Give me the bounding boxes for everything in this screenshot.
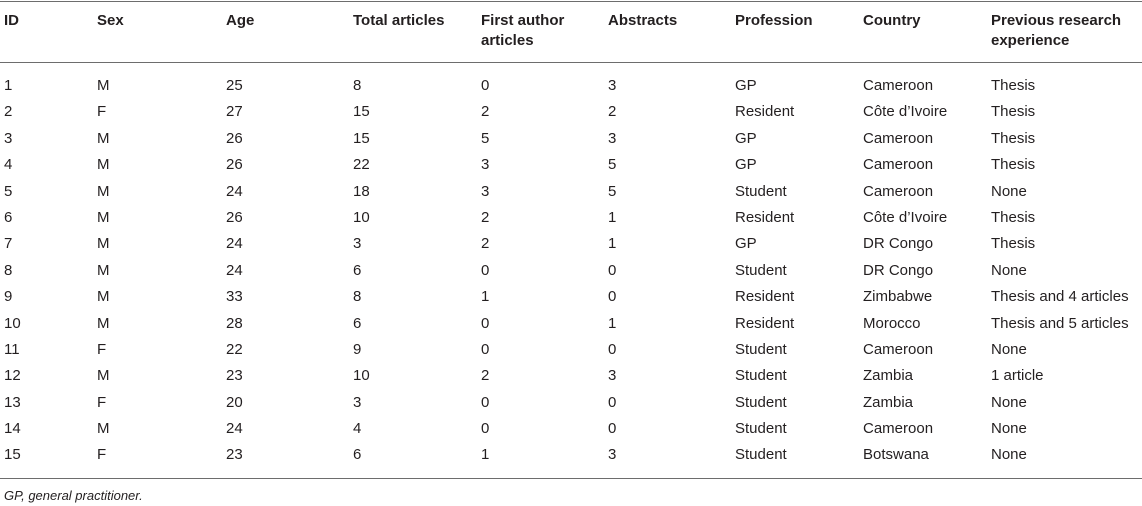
- table-header-rule: [0, 62, 1142, 63]
- table-row: [0, 390, 1142, 416]
- table-row: [0, 231, 1142, 257]
- cell-abstracts: 0: [608, 261, 617, 279]
- cell-age: 28: [226, 314, 243, 332]
- cell-country: DR Congo: [863, 235, 934, 253]
- cell-country: Côte d’Ivoire: [863, 103, 948, 121]
- cell-profession: GP: [735, 129, 757, 147]
- cell-age: 26: [226, 156, 243, 174]
- cell-profession: GP: [735, 77, 757, 94]
- cell-id: 10: [4, 314, 21, 332]
- table-row: [0, 284, 1142, 310]
- cell-country: DR Congo: [863, 261, 934, 279]
- cell-age: 24: [226, 235, 243, 253]
- table-footnote: GP, general practitioner.: [4, 488, 143, 503]
- table-row: [0, 99, 1142, 125]
- cell-age: 27: [226, 103, 243, 121]
- cell-profession: Resident: [735, 288, 795, 306]
- cell-previous-research-experience: None: [991, 420, 1027, 438]
- cell-previous-research-experience: None: [991, 393, 1027, 411]
- cell-total-articles: 6: [353, 446, 362, 464]
- cell-country: Cameroon: [863, 156, 934, 174]
- header-id: ID: [4, 12, 19, 29]
- cell-first-author-articles: 2: [481, 208, 490, 226]
- cell-first-author-articles: 1: [481, 288, 490, 306]
- cell-profession: Student: [735, 261, 787, 279]
- table-row: [0, 416, 1142, 442]
- cell-sex: M: [97, 182, 110, 200]
- cell-first-author-articles: 3: [481, 156, 490, 174]
- cell-total-articles: 15: [353, 103, 370, 121]
- header-first-author-articles: First author articles: [481, 12, 565, 49]
- cell-profession: Student: [735, 393, 787, 411]
- cell-country: Cameroon: [863, 420, 934, 438]
- table-row: [0, 73, 1142, 99]
- cell-country: Botswana: [863, 446, 929, 464]
- cell-previous-research-experience: 1 article: [991, 367, 1044, 385]
- cell-abstracts: 0: [608, 420, 617, 438]
- cell-sex: M: [97, 156, 110, 174]
- cell-sex: F: [97, 103, 107, 121]
- header-age: Age: [226, 12, 255, 29]
- cell-profession: Resident: [735, 103, 795, 121]
- cell-profession: GP: [735, 235, 757, 253]
- cell-id: 3: [4, 129, 13, 147]
- cell-previous-research-experience: None: [991, 261, 1027, 279]
- cell-total-articles: 8: [353, 77, 362, 94]
- cell-country: Cameroon: [863, 182, 934, 200]
- cell-previous-research-experience: Thesis: [991, 235, 1036, 253]
- cell-sex: M: [97, 367, 110, 385]
- cell-id: 12: [4, 367, 21, 385]
- table-row: [0, 363, 1142, 389]
- cell-sex: M: [97, 235, 110, 253]
- cell-abstracts: 5: [608, 156, 617, 174]
- cell-first-author-articles: 0: [481, 314, 490, 332]
- cell-total-articles: 3: [353, 235, 362, 253]
- cell-previous-research-experience: Thesis: [991, 156, 1036, 174]
- cell-abstracts: 1: [608, 235, 617, 253]
- cell-abstracts: 0: [608, 393, 617, 411]
- cell-previous-research-experience: Thesis: [991, 77, 1036, 94]
- cell-profession: GP: [735, 156, 757, 174]
- table-top-rule: [0, 1, 1142, 2]
- cell-abstracts: 3: [608, 77, 617, 94]
- cell-country: Côte d’Ivoire: [863, 208, 948, 226]
- cell-abstracts: 5: [608, 182, 617, 200]
- table-header-row: [0, 11, 1142, 59]
- cell-previous-research-experience: Thesis and 4 articles: [991, 288, 1129, 306]
- cell-first-author-articles: 2: [481, 103, 490, 121]
- cell-total-articles: 6: [353, 261, 362, 279]
- cell-first-author-articles: 0: [481, 261, 490, 279]
- cell-first-author-articles: 3: [481, 182, 490, 200]
- table-row: [0, 311, 1142, 337]
- table-row: [0, 258, 1142, 284]
- cell-first-author-articles: 0: [481, 77, 490, 94]
- cell-sex: M: [97, 77, 110, 94]
- cell-country: Cameroon: [863, 129, 934, 147]
- cell-previous-research-experience: Thesis: [991, 103, 1036, 121]
- cell-profession: Student: [735, 446, 787, 464]
- cell-abstracts: 3: [608, 367, 617, 385]
- cell-total-articles: 15: [353, 129, 370, 147]
- cell-abstracts: 1: [608, 314, 617, 332]
- cell-previous-research-experience: None: [991, 446, 1027, 464]
- cell-id: 8: [4, 261, 13, 279]
- header-country: Country: [863, 12, 921, 29]
- cell-sex: M: [97, 420, 110, 438]
- cell-previous-research-experience: Thesis and 5 articles: [991, 314, 1129, 332]
- table-body: [0, 73, 1142, 469]
- cell-id: 2: [4, 103, 13, 121]
- cell-first-author-articles: 0: [481, 420, 490, 438]
- cell-sex: M: [97, 261, 110, 279]
- table-row: [0, 442, 1142, 468]
- cell-first-author-articles: 2: [481, 235, 490, 253]
- cell-age: 24: [226, 182, 243, 200]
- cell-first-author-articles: 5: [481, 129, 490, 147]
- cell-abstracts: 3: [608, 129, 617, 147]
- cell-id: 1: [4, 77, 13, 94]
- cell-age: 23: [226, 446, 243, 464]
- cell-abstracts: 0: [608, 340, 617, 358]
- header-profession: Profession: [735, 12, 813, 29]
- cell-total-articles: 3: [353, 393, 362, 411]
- cell-sex: M: [97, 129, 110, 147]
- table-row: [0, 126, 1142, 152]
- cell-previous-research-experience: None: [991, 340, 1027, 358]
- cell-id: 9: [4, 288, 13, 306]
- cell-previous-research-experience: Thesis: [991, 208, 1036, 226]
- header-previous-research-experience: Previous research experience: [991, 12, 1122, 49]
- cell-country: Cameroon: [863, 77, 934, 94]
- cell-first-author-articles: 0: [481, 340, 490, 358]
- cell-profession: Resident: [735, 314, 795, 332]
- cell-age: 24: [226, 420, 243, 438]
- cell-abstracts: 0: [608, 288, 617, 306]
- header-total-articles: Total articles: [353, 12, 445, 29]
- cell-total-articles: 4: [353, 420, 362, 438]
- cell-age: 26: [226, 208, 243, 226]
- cell-total-articles: 6: [353, 314, 362, 332]
- cell-first-author-articles: 0: [481, 393, 490, 411]
- cell-age: 24: [226, 261, 243, 279]
- cell-abstracts: 3: [608, 446, 617, 464]
- cell-country: Morocco: [863, 314, 921, 332]
- cell-id: 7: [4, 235, 13, 253]
- cell-profession: Student: [735, 340, 787, 358]
- cell-country: Zambia: [863, 393, 914, 411]
- cell-sex: M: [97, 314, 110, 332]
- cell-abstracts: 2: [608, 103, 617, 121]
- cell-id: 6: [4, 208, 13, 226]
- cell-age: 25: [226, 77, 243, 94]
- cell-total-articles: 18: [353, 182, 370, 200]
- cell-id: 4: [4, 156, 13, 174]
- cell-id: 11: [4, 340, 20, 358]
- cell-first-author-articles: 2: [481, 367, 490, 385]
- cell-age: 26: [226, 129, 243, 147]
- cell-sex: F: [97, 393, 107, 411]
- cell-country: Zambia: [863, 367, 914, 385]
- cell-profession: Student: [735, 182, 787, 200]
- cell-age: 23: [226, 367, 243, 385]
- table-row: [0, 205, 1142, 231]
- cell-profession: Resident: [735, 208, 795, 226]
- cell-country: Cameroon: [863, 340, 934, 358]
- header-sex: Sex: [97, 12, 124, 29]
- cell-previous-research-experience: None: [991, 182, 1027, 200]
- cell-id: 13: [4, 393, 21, 411]
- table-row: [0, 152, 1142, 178]
- cell-id: 14: [4, 420, 21, 438]
- cell-abstracts: 1: [608, 208, 617, 226]
- table-bottom-rule: [0, 478, 1142, 479]
- cell-profession: Student: [735, 367, 787, 385]
- cell-sex: F: [97, 446, 107, 464]
- cell-age: 33: [226, 288, 243, 306]
- cell-sex: M: [97, 288, 110, 306]
- cell-age: 20: [226, 393, 243, 411]
- cell-sex: F: [97, 340, 107, 358]
- header-abstracts: Abstracts: [608, 12, 678, 29]
- cell-country: Zimbabwe: [863, 288, 933, 306]
- cell-age: 22: [226, 340, 243, 358]
- cell-previous-research-experience: Thesis: [991, 129, 1036, 147]
- table-row: [0, 337, 1142, 363]
- cell-id: 15: [4, 446, 21, 464]
- cell-sex: M: [97, 208, 110, 226]
- cell-total-articles: 10: [353, 367, 370, 385]
- cell-profession: Student: [735, 420, 787, 438]
- cell-total-articles: 8: [353, 288, 362, 306]
- cell-total-articles: 22: [353, 156, 370, 174]
- cell-total-articles: 9: [353, 340, 362, 358]
- cell-id: 5: [4, 182, 13, 200]
- cell-total-articles: 10: [353, 208, 370, 226]
- cell-first-author-articles: 1: [481, 446, 490, 464]
- table-row: [0, 179, 1142, 205]
